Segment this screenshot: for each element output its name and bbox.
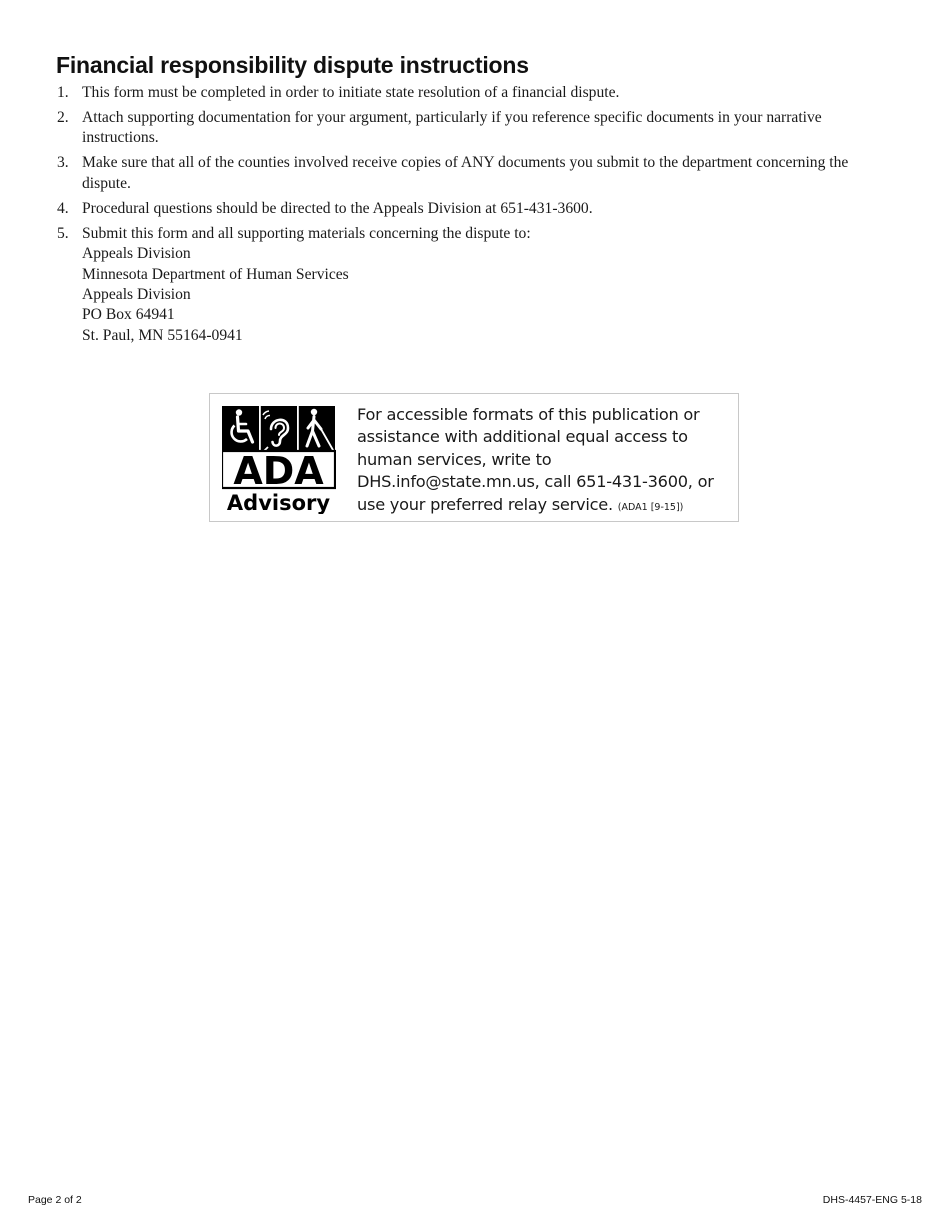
page-number: Page 2 of 2 [28, 1194, 82, 1206]
instruction-item [56, 108, 896, 149]
advisory-logo-text: Advisory [226, 491, 331, 514]
instruction-number: 2. [57, 109, 69, 126]
form-id: DHS-4457-ENG 5-18 [822, 1194, 922, 1206]
instruction-number: 4. [57, 199, 69, 217]
instruction-number: 3. [57, 154, 69, 172]
address-line: PO Box 64941 [82, 306, 175, 324]
instruction-number: 1. [57, 84, 69, 101]
page-title: Financial responsibility dispute instructions [56, 52, 529, 78]
instruction-text: Submit this form and all supporting materials concerning the dispute to: [82, 224, 531, 242]
ada-logo-text: ADA [233, 449, 324, 493]
instruction-text: This form must be completed in order to initiate state resolution of a financial dispute. [82, 84, 620, 101]
address-line: Appeals Division [82, 286, 191, 304]
ada-advisory-box [209, 393, 739, 522]
instruction-list [56, 83, 896, 351]
instruction-number: 5. [57, 224, 69, 242]
instruction-item [56, 199, 896, 219]
instruction-item [56, 224, 896, 346]
instruction-text: Attach supporting documentation for your argument, particularly if you reference specific documents in your narrative instructions. [82, 109, 822, 147]
instruction-item [56, 153, 896, 194]
ada-message-text: For accessible formats of this publication or assistance with additional equal access to human services, write to DHS.info@state.mn.us, call 651-431-3600, or use your preferred relay service. [357, 405, 714, 514]
address-line: Appeals Division [82, 245, 191, 263]
instruction-item [56, 83, 896, 103]
ada-advisory-logo [222, 406, 336, 514]
ada-form-code: (ADA1 [9-15]) [617, 501, 684, 513]
address-line: Minnesota Department of Human Services [82, 265, 349, 283]
ada-advisory-message [357, 404, 732, 519]
instruction-text: Make sure that all of the counties involved receive copies of ANY documents you submit to the department concerning the dispute. [82, 154, 849, 192]
instruction-text: Procedural questions should be directed to the Appeals Division at 651-431-3600. [82, 199, 593, 217]
address-line: St. Paul, MN 55164-0941 [82, 326, 243, 344]
